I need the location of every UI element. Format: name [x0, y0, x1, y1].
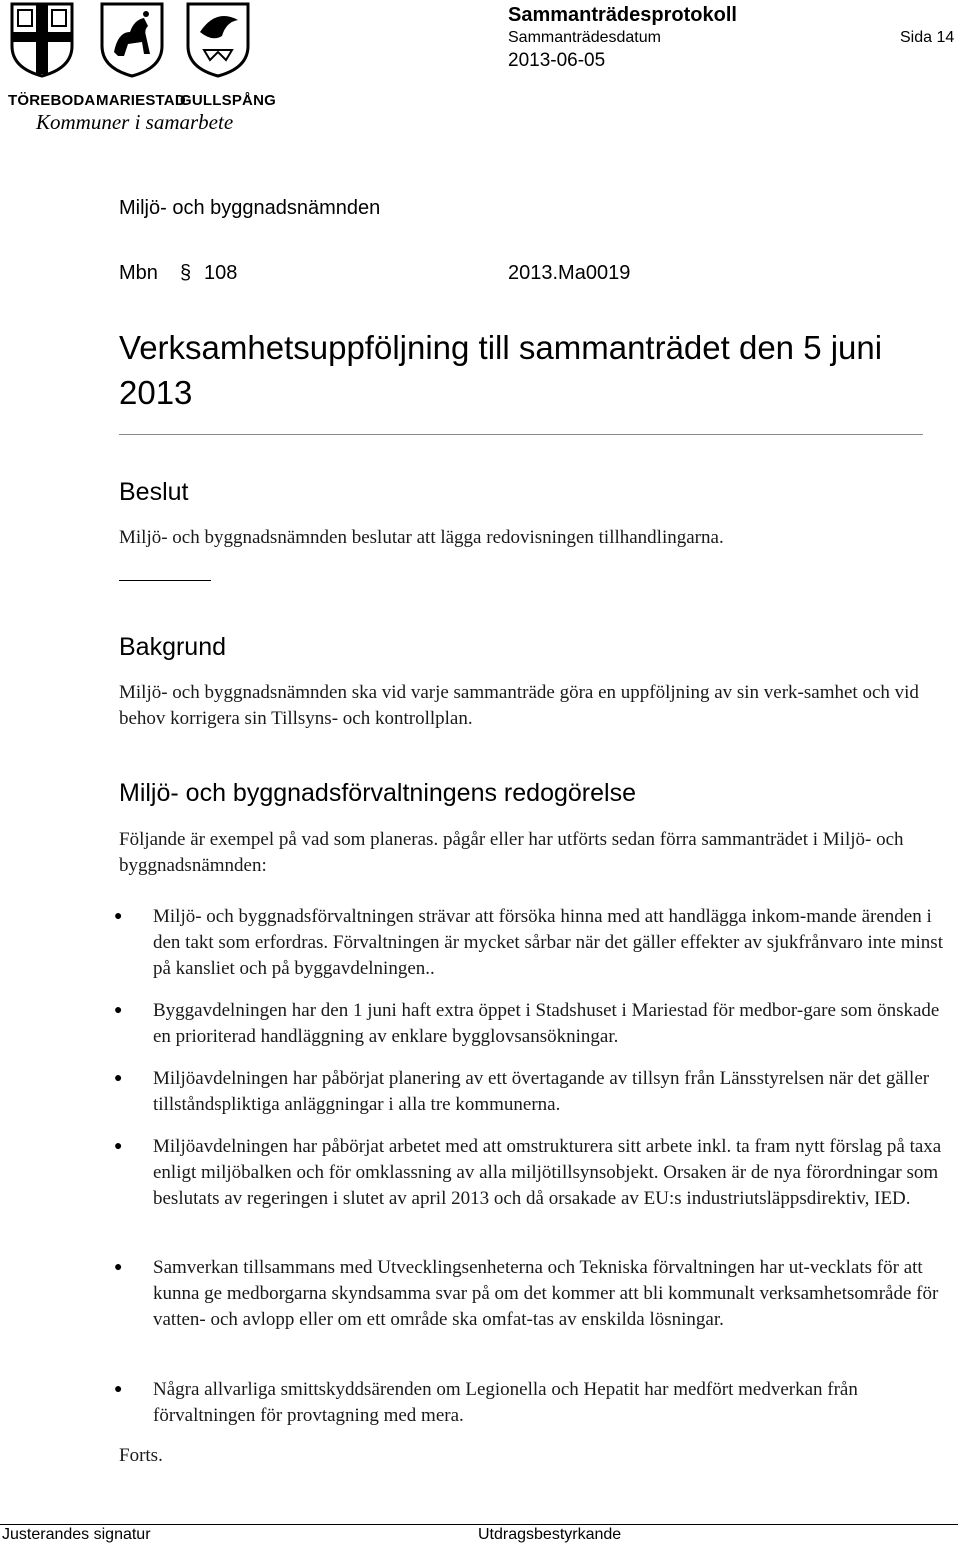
bullet-icon: ●	[114, 1139, 123, 1154]
meeting-date: 2013-06-05	[508, 50, 606, 71]
logo-label-gullspang: GULLSPÅNG	[180, 92, 276, 109]
list-item: Miljö- och byggnadsförvaltningen strävar att försöka hinna med att handlägga inkom-mande ärenden i den takt som erfordras. Förvaltningen är mycket sårbar när det gäller effekter av sjukfrånvaro inte minst på kansliet och på byggavdelningen..	[153, 906, 943, 979]
list-item: Miljöavdelningen har påbörjat arbetet med att omstrukturera sitt arbete inkl. ta fram nytt förslag på taxa enligt miljöbalken och för omklassning av alla miljötillsynsobjekt. Orsaken är de nya förordningar som beslutats av regeringen i slutet av april 2013 och då orsakade av EU:s industriutsläppsdirektiv, IED.	[153, 1136, 942, 1209]
footer-divider	[0, 1524, 958, 1525]
decision-divider	[119, 580, 211, 581]
bullet-icon: ●	[114, 909, 123, 924]
continued-note: Forts.	[119, 1445, 163, 1466]
protocol-title: Sammanträdesprotokoll	[508, 4, 737, 26]
gullspang-shield-icon	[186, 2, 250, 78]
bullet-icon: ●	[114, 1260, 123, 1275]
toreboda-shield-icon	[10, 2, 74, 78]
bakgrund-text: Miljö- och byggnadsnämnden ska vid varje sammanträde göra en uppföljning av sin verk-samhet och vid behov korrigera sin Tillsyns- och kontrollplan.	[119, 682, 919, 729]
title-divider	[119, 434, 923, 435]
date-label: Sammanträdesdatum	[508, 29, 661, 46]
beslut-text: Miljö- och byggnadsnämnden beslutar att lägga redovisningen tillhandlingarna.	[119, 527, 724, 548]
page-title: Verksamhetsuppföljning till sammanträdet den 5 juni 2013	[119, 329, 883, 411]
municipality-logos	[8, 2, 276, 134]
item-label: Mbn	[119, 262, 158, 284]
bullet-icon: ●	[114, 1003, 123, 1018]
redogorelse-intro: Följande är exempel på vad som planeras. pågår eller har utförts sedan förra sammanträdet i Miljö- och byggnadsnämnden:	[119, 829, 904, 876]
list-item: Några allvarliga smittskyddsärenden om Legionella och Hepatit har medfört medverkan från förvaltningen för provtagning med mera.	[153, 1379, 858, 1426]
item-number: 108	[204, 262, 238, 284]
footer-signature-label: Justerandes signatur	[2, 1526, 151, 1543]
mariestad-shield-icon	[100, 2, 164, 78]
bullet-icon: ●	[114, 1071, 123, 1086]
committee-name: Miljö- och byggnadsnämnden	[119, 197, 381, 219]
beslut-heading: Beslut	[119, 478, 189, 506]
list-item: Miljöavdelningen har påbörjat planering av ett övertagande av tillsyn från Länsstyrelsen när det gäller tillståndspliktiga anläggningar i alla tre kommunerna.	[153, 1068, 930, 1115]
list-item: Samverkan tillsammans med Utvecklingsenheterna och Tekniska förvaltningen har ut-vecklats för att kunna ge medborgarna skyndsamma svar på om det kommer att bli kommunalt verksamhetsområde för vatten- och avlopp eller om ett område ska omfat-tas av enskilda lösningar.	[153, 1257, 939, 1330]
list-item: Byggavdelningen har den 1 juni haft extra öppet i Stadshuset i Mariestad för medbor-gare som önskade en prioriterad handläggning av enklare bygglovsansökningar.	[153, 1000, 940, 1047]
logo-label-mariestad: MARIESTAD	[96, 92, 186, 109]
page-number: Sida 14	[900, 29, 955, 46]
paragraph-icon: §	[180, 262, 192, 284]
logo-tagline: Kommuner i samarbete	[36, 110, 234, 134]
logo-label-toreboda: TÖREBODA	[8, 92, 96, 109]
redogorelse-heading: Miljö- och byggnadsförvaltningens redogörelse	[119, 779, 636, 807]
footer-certification-label: Utdragsbestyrkande	[478, 1526, 622, 1543]
bullet-icon: ●	[114, 1382, 123, 1397]
case-reference: 2013.Ma0019	[508, 262, 631, 284]
bakgrund-heading: Bakgrund	[119, 633, 227, 661]
